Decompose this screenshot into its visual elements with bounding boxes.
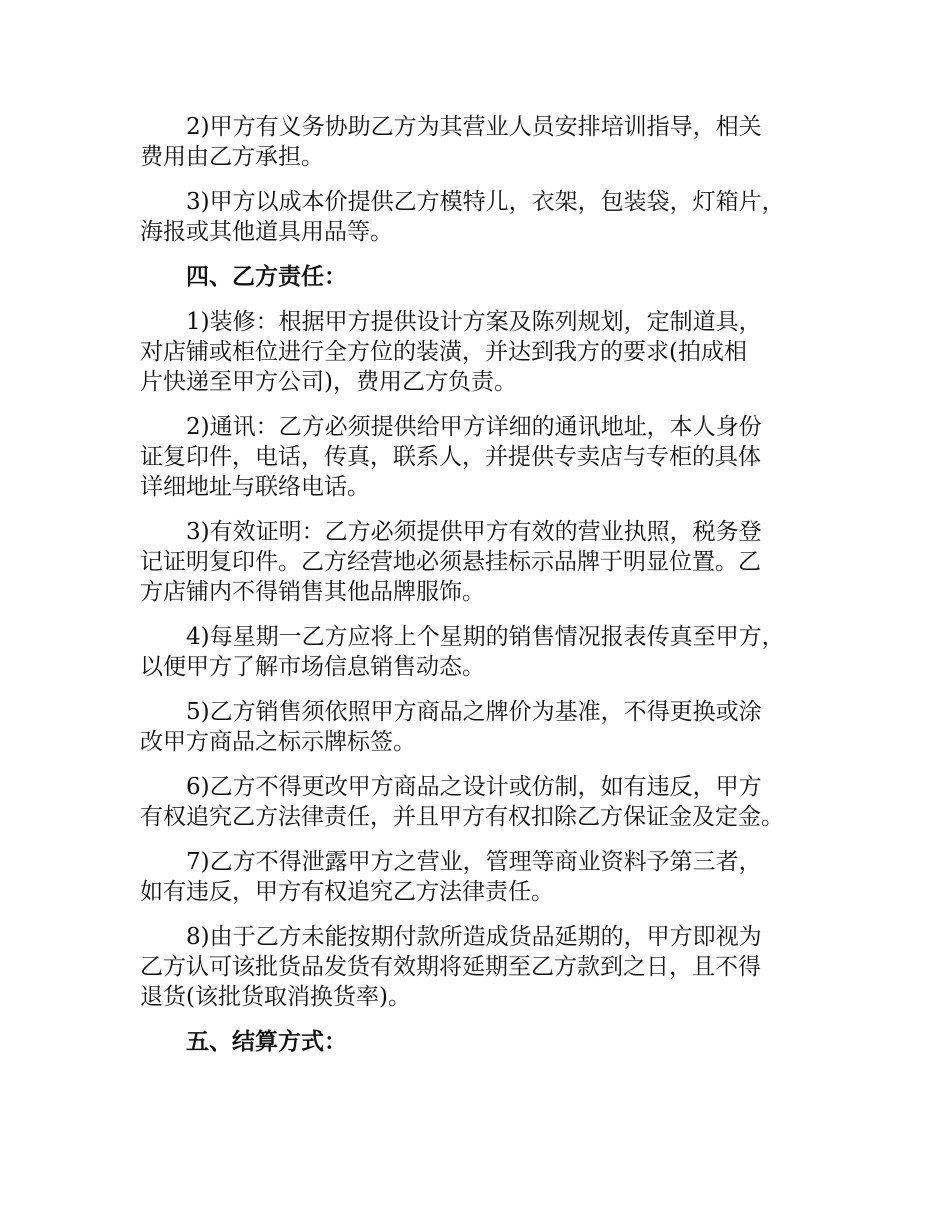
clause-pricing xyxy=(140,697,830,757)
clause-valid-certificates xyxy=(140,517,830,607)
text-line: 记证明复印件。乙方经营地必须悬挂标示品牌于明显位置。乙 xyxy=(140,549,761,575)
text-line: 片快递至甲方公司)，费用乙方负责。 xyxy=(140,369,517,395)
text-line: 费用由乙方承担。 xyxy=(140,144,324,170)
text-line: 详细地址与联络电话。 xyxy=(140,474,370,500)
text-line: 如有违反，甲方有权追究乙方法律责任。 xyxy=(140,879,554,905)
text-line: 以便甲方了解市场信息销售动态。 xyxy=(140,654,485,680)
text-line: 3)有效证明：乙方必须提供甲方有效的营业执照，税务登 xyxy=(186,519,762,545)
text-line: 对店铺或柜位进行全方位的装潢，并达到我方的要求(拍成相 xyxy=(140,339,747,365)
clause-party-a-training xyxy=(140,112,830,172)
clause-no-design-changes xyxy=(140,772,830,832)
text-line: 退货(该批货取消换货率)。 xyxy=(140,984,411,1010)
text-line: 4)每星期一乙方应将上个星期的销售情况报表传真至甲方， xyxy=(186,624,785,650)
text-line: 3)甲方以成本价提供乙方模特儿，衣架，包装袋，灯箱片， xyxy=(186,189,785,215)
text-line: 1)装修：根据甲方提供设计方案及陈列规划，定制道具， xyxy=(186,309,762,335)
text-line: 2)甲方有义务协助乙方为其营业人员安排培训指导，相关 xyxy=(186,114,762,140)
clause-late-payment xyxy=(140,922,830,1012)
text-line: 7)乙方不得泄露甲方之营业，管理等商业资料予第三者， xyxy=(186,849,762,875)
section-heading-party-b-duties: 四、乙方责任： xyxy=(186,263,347,290)
text-line: 海报或其他道具用品等。 xyxy=(140,219,393,245)
text-line: 2)通讯：乙方必须提供给甲方详细的通讯地址，本人身份 xyxy=(186,414,762,440)
clause-weekly-report xyxy=(140,622,830,682)
text-line: 6)乙方不得更改甲方商品之设计或仿制，如有违反，甲方 xyxy=(186,774,762,800)
document-page xyxy=(140,112,830,1072)
text-line: 5)乙方销售须依照甲方商品之牌价为基准，不得更换或涂 xyxy=(186,699,762,725)
clause-confidentiality xyxy=(140,847,830,907)
text-line: 改甲方商品之标示牌标签。 xyxy=(140,729,416,755)
clause-party-a-props xyxy=(140,187,830,247)
text-line: 有权追究乙方法律责任，并且甲方有权扣除乙方保证金及定金。 xyxy=(140,804,784,830)
text-line: 证复印件，电话，传真，联系人，并提供专卖店与专柜的具体 xyxy=(140,444,761,470)
text-line: 8)由于乙方未能按期付款所造成货品延期的，甲方即视为 xyxy=(186,924,762,950)
clause-renovation xyxy=(140,307,830,397)
text-line: 乙方认可该批货品发货有效期将延期至乙方款到之日，且不得 xyxy=(140,954,761,980)
section-heading-settlement: 五、结算方式： xyxy=(186,1028,347,1055)
text-line: 方店铺内不得销售其他品牌服饰。 xyxy=(140,579,485,605)
clause-communication xyxy=(140,412,830,502)
